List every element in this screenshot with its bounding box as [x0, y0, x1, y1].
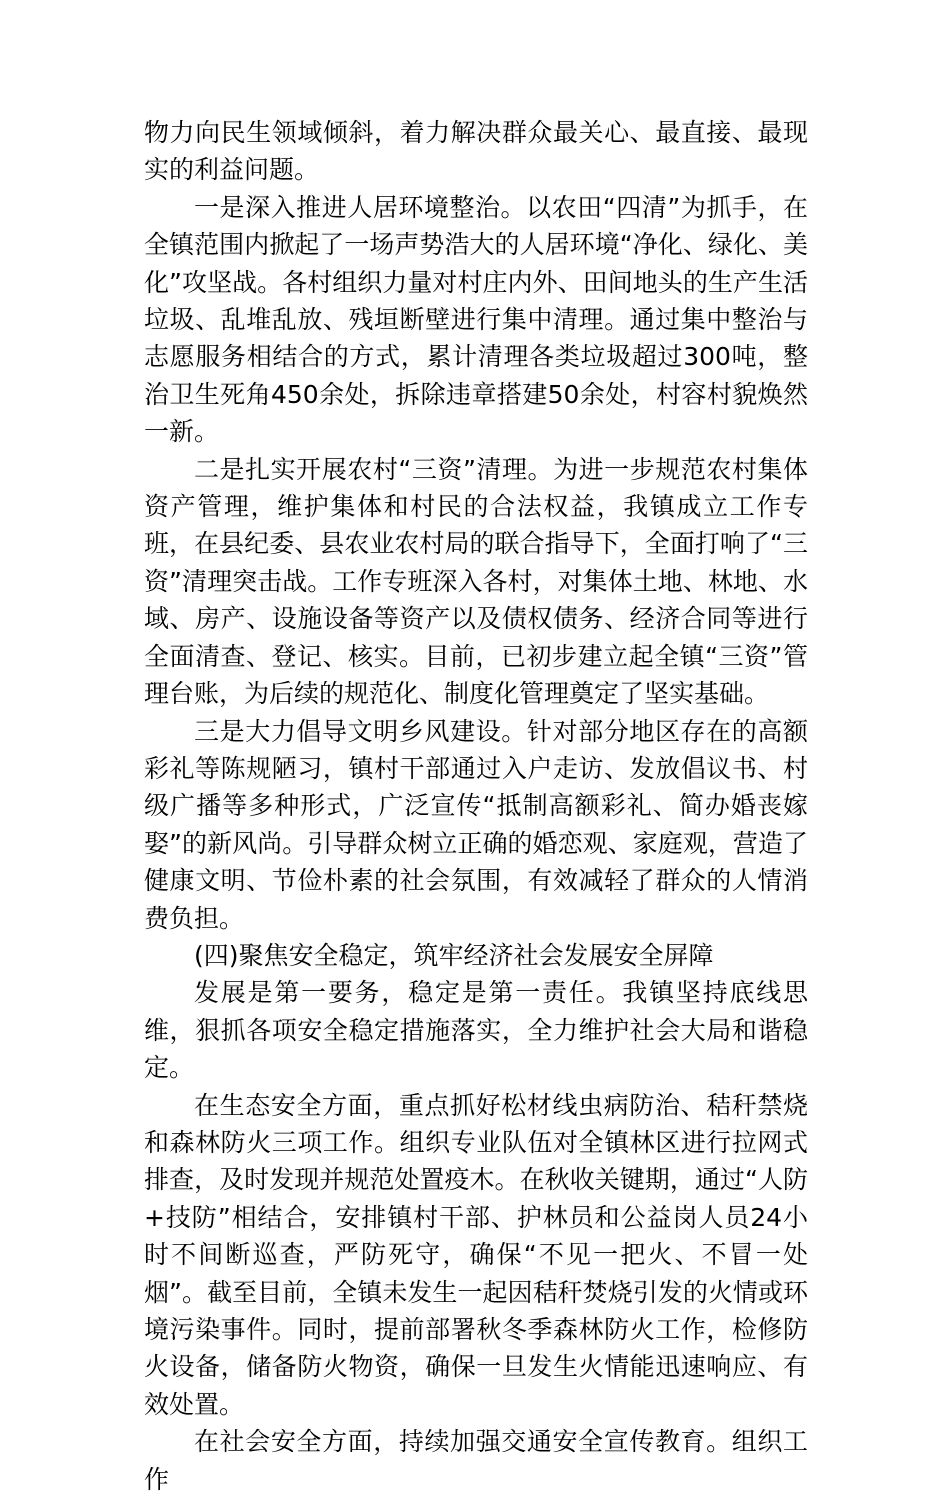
paragraph-ecological-safety: 在生态安全方面，重点抓好松材线虫病防治、秸秆禁烧和森林防火三项工作。组织专业队伍对全镇林区进行拉网式排查，及时发现并规范处置疫木。在秋收关键期，通过“人防+技防”相结合，安排镇村干部、护林员和公益岗人员24小时不间断巡查，严防死守，确保“不见一把火、不冒一处烟”。截至目前，全镇未发生一起因秸秆焚烧引发的火情或环境污染事件。同时，提前部署秋冬季森林防火工作，检修防火设备，储备防火物资，确保一旦发生火情能迅速响应、有效处置。 — [144, 1090, 808, 1419]
document-body — [144, 114, 808, 1498]
paragraph-safety-intro: 发展是第一要务，稳定是第一责任。我镇坚持底线思维，狠抓各项安全稳定措施落实，全力维护社会大局和谐稳定。 — [144, 978, 808, 1083]
paragraph-living-environment: 一是深入推进人居环境整治。以农田“四清”为抓手，在全镇范围内掀起了一场声势浩大的人居环境“净化、绿化、美化”攻坚战。各村组织力量对村庄内外、田间地头的生产生活垃圾、乱堆乱放、残垣断壁进行集中清理。通过集中整治与志愿服务相结合的方式，累计清理各类垃圾超过300吨，整治卫生死角450余处，拆除违章搭建50余处，村容村貌焕然一新。 — [144, 192, 808, 447]
paragraph-civilized-customs: 三是大力倡导文明乡风建设。针对部分地区存在的高额彩礼等陈规陋习，镇村干部通过入户走访、发放倡议书、村级广播等多种形式，广泛宣传“抵制高额彩礼、简办婚丧嫁娶”的新风尚。引导群众树立正确的婚恋观、家庭观，营造了健康文明、节俭朴素的社会氛围，有效减轻了群众的人情消费负担。 — [144, 716, 808, 933]
section-heading-safety: (四)聚焦安全稳定，筑牢经济社会发展安全屏障 — [194, 940, 714, 970]
paragraph-three-assets: 二是扎实开展农村“三资”清理。为进一步规范农村集体资产管理，维护集体和村民的合法权益，我镇成立工作专班，在县纪委、县农业农村局的联合指导下，全面打响了“三资”清理突击战。工作专班深入各村，对集体土地、林地、水域、房产、设施设备等资产以及债权债务、经济合同等进行全面清查、登记、核实。目前，已初步建立起全镇“三资”管理台账，为后续的规范化、制度化管理奠定了坚实基础。 — [144, 454, 808, 709]
paragraph-continuation: 物力向民生领域倾斜，着力解决群众最关心、最直接、最现实的利益问题。 — [144, 118, 808, 185]
paragraph-social-safety: 在社会安全方面，持续加强交通安全宣传教育。组织工作 — [144, 1427, 808, 1494]
